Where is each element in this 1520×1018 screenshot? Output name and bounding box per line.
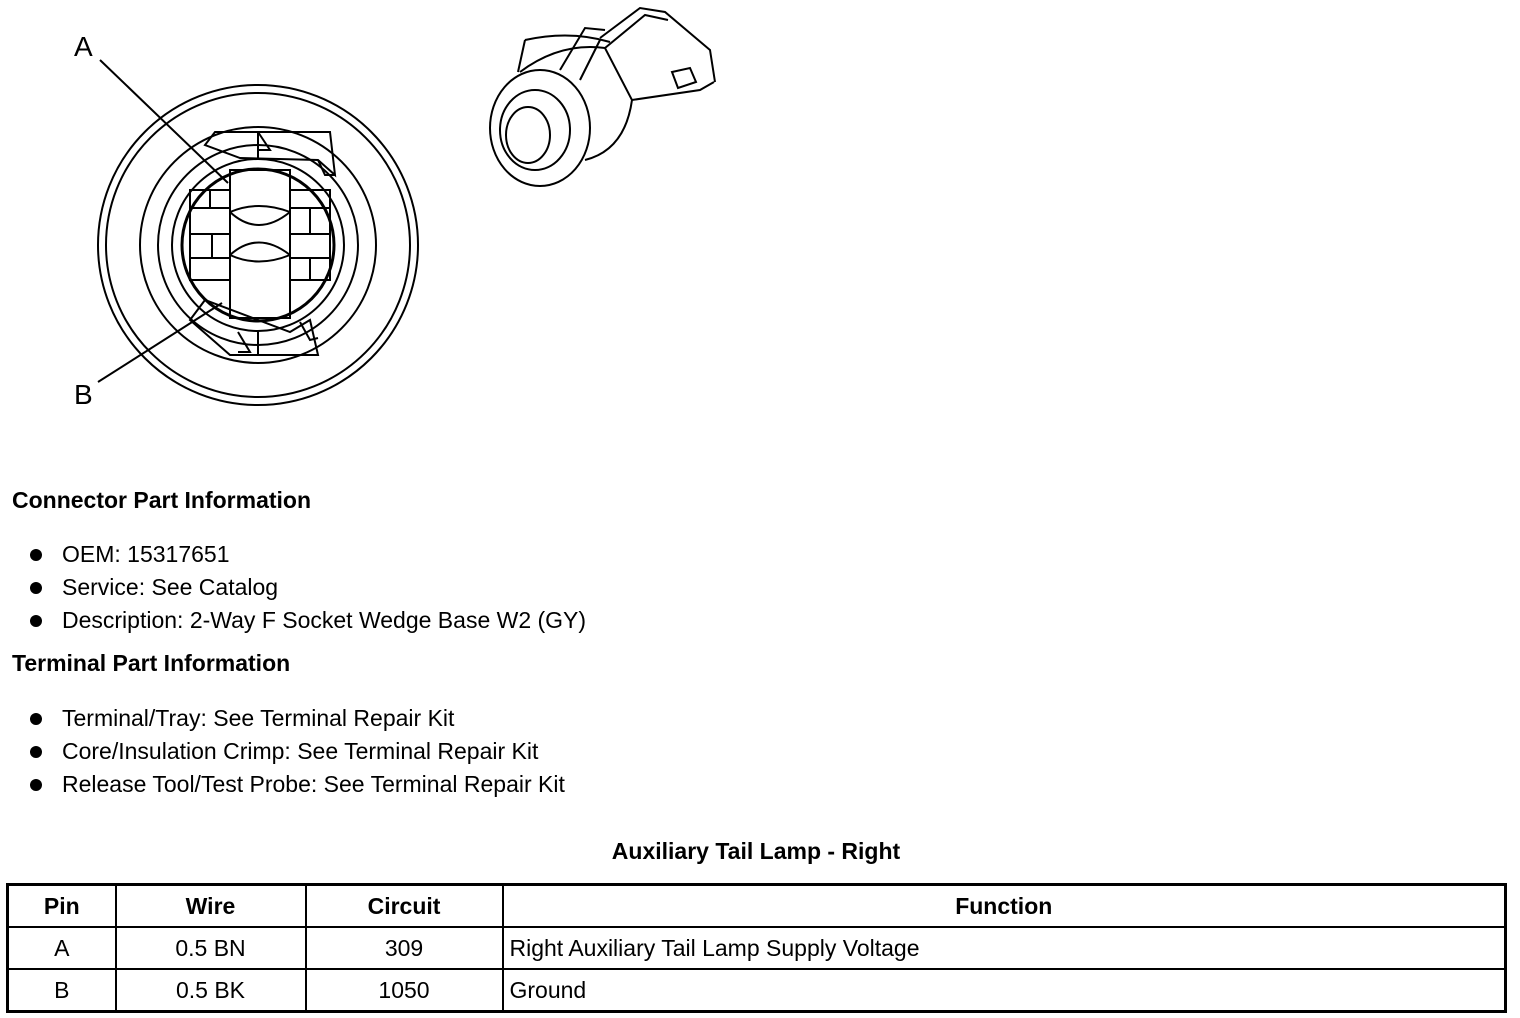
list-item: Release Tool/Test Probe: See Terminal Repair Kit <box>28 768 565 801</box>
connector-diagram <box>0 0 760 420</box>
cell-function: Right Auxiliary Tail Lamp Supply Voltage <box>503 927 1506 969</box>
cell-wire: 0.5 BK <box>116 969 306 1012</box>
bullet-icon <box>30 582 42 594</box>
header-wire: Wire <box>116 885 306 928</box>
callout-a: A <box>74 31 93 62</box>
socket-perspective-view <box>490 8 715 186</box>
cell-function: Ground <box>503 969 1506 1012</box>
list-item: Description: 2-Way F Socket Wedge Base W2 (GY) <box>28 604 586 637</box>
pinout-table <box>6 883 1507 1013</box>
list-item: Core/Insulation Crimp: See Terminal Repair Kit <box>28 735 565 768</box>
bullet-icon <box>30 779 42 791</box>
connector-info-list <box>28 538 586 637</box>
list-item: OEM: 15317651 <box>28 538 586 571</box>
callout-b-leader <box>98 303 222 382</box>
table-row <box>8 969 1506 1012</box>
header-circuit: Circuit <box>306 885 503 928</box>
connector-face-view <box>98 60 418 405</box>
bullet-icon <box>30 549 42 561</box>
list-item: Terminal/Tray: See Terminal Repair Kit <box>28 702 565 735</box>
cell-circuit: 309 <box>306 927 503 969</box>
connector-info-title: Connector Part Information <box>12 487 312 513</box>
header-function: Function <box>503 885 1506 928</box>
table-header-row <box>8 885 1506 928</box>
list-item: Service: See Catalog <box>28 571 586 604</box>
table-title: Auxiliary Tail Lamp - Right <box>611 838 901 864</box>
terminal-info-title: Terminal Part Information <box>12 650 291 676</box>
cell-pin: B <box>8 969 116 1012</box>
bullet-icon <box>30 746 42 758</box>
bullet-icon <box>30 713 42 725</box>
terminal-info-list <box>28 702 565 801</box>
header-pin: Pin <box>8 885 116 928</box>
callout-b: B <box>74 379 93 410</box>
cell-wire: 0.5 BN <box>116 927 306 969</box>
cell-circuit: 1050 <box>306 969 503 1012</box>
table-row <box>8 927 1506 969</box>
bullet-icon <box>30 615 42 627</box>
cell-pin: A <box>8 927 116 969</box>
